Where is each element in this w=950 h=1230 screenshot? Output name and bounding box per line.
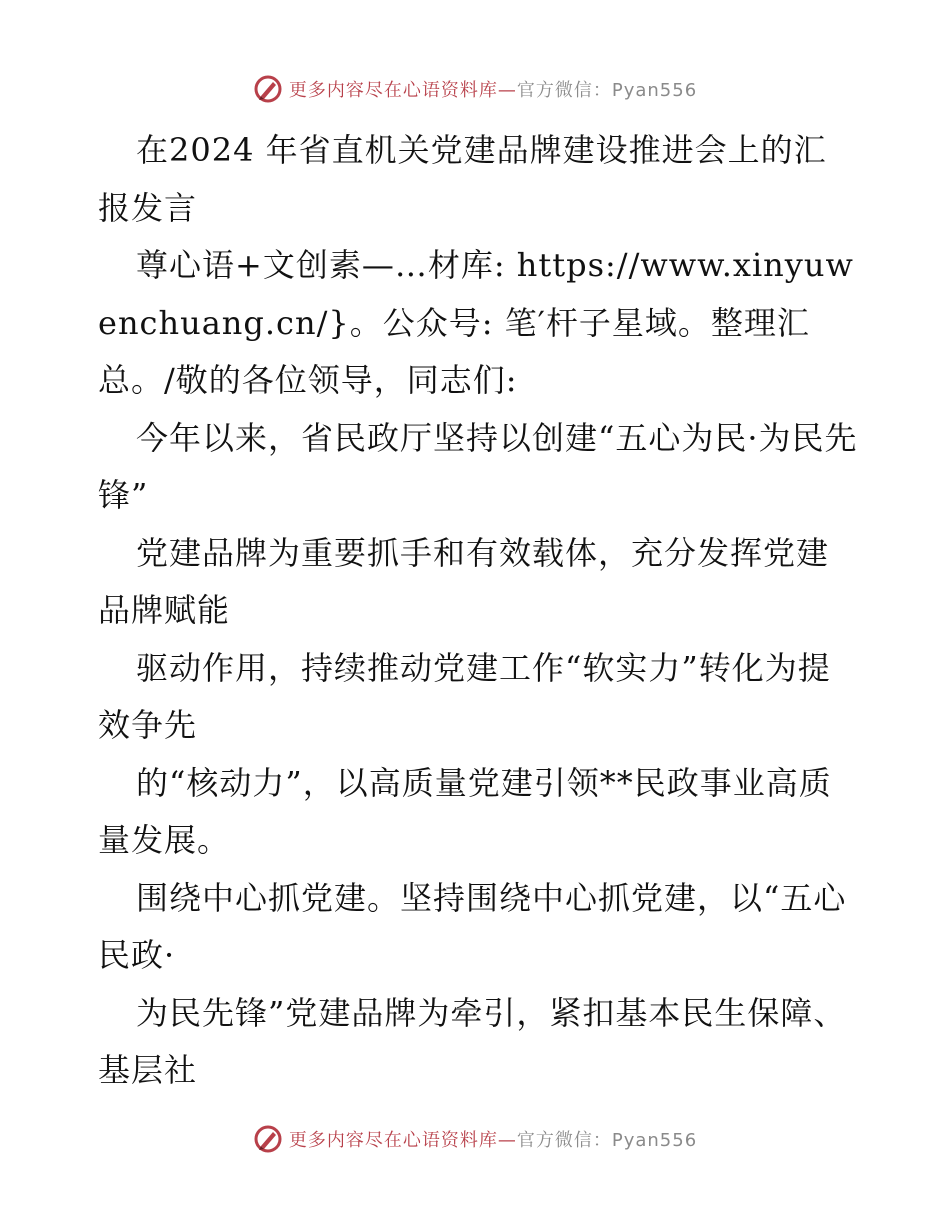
footer-watermark-banner xyxy=(0,1122,950,1156)
document-body xyxy=(98,122,858,1100)
document-title: 在2024 年省直机关党建品牌建设推进会上的汇报发言 xyxy=(98,131,827,227)
paragraph: 尊心语+文创素—…材库: https://www.xinyuwenchuang.cn/}。公众号: 笔′杆子星域。整理汇总。/敬的各位领导，同志们: xyxy=(98,246,854,399)
paragraph: 为民先锋”党建品牌为牵引，紧扣基本民生保障、基层社 xyxy=(98,993,847,1089)
banner-text: 更多内容尽在心语资料库—官方微信：Pyan556 xyxy=(288,1130,698,1151)
pen-logo-icon xyxy=(253,1124,283,1154)
paragraph: 围绕中心抓党建。坚持围绕中心抓党建，以“五心民政· xyxy=(98,878,847,974)
header-watermark-banner xyxy=(0,72,950,106)
paragraph: 的“核动力”，以高质量党建引领**民政事业高质量发展。 xyxy=(98,763,832,859)
paragraph: 驱动作用，持续推动党建工作“软实力”转化为提效争先 xyxy=(98,648,831,744)
pen-logo-icon xyxy=(253,74,283,104)
banner-text: 更多内容尽在心语资料库—官方微信：Pyan556 xyxy=(288,80,698,101)
paragraph: 党建品牌为重要抓手和有效载体，充分发挥党建品牌赋能 xyxy=(98,533,830,629)
paragraph: 今年以来，省民政厅坚持以创建“五心为民·为民先锋” xyxy=(98,418,858,514)
